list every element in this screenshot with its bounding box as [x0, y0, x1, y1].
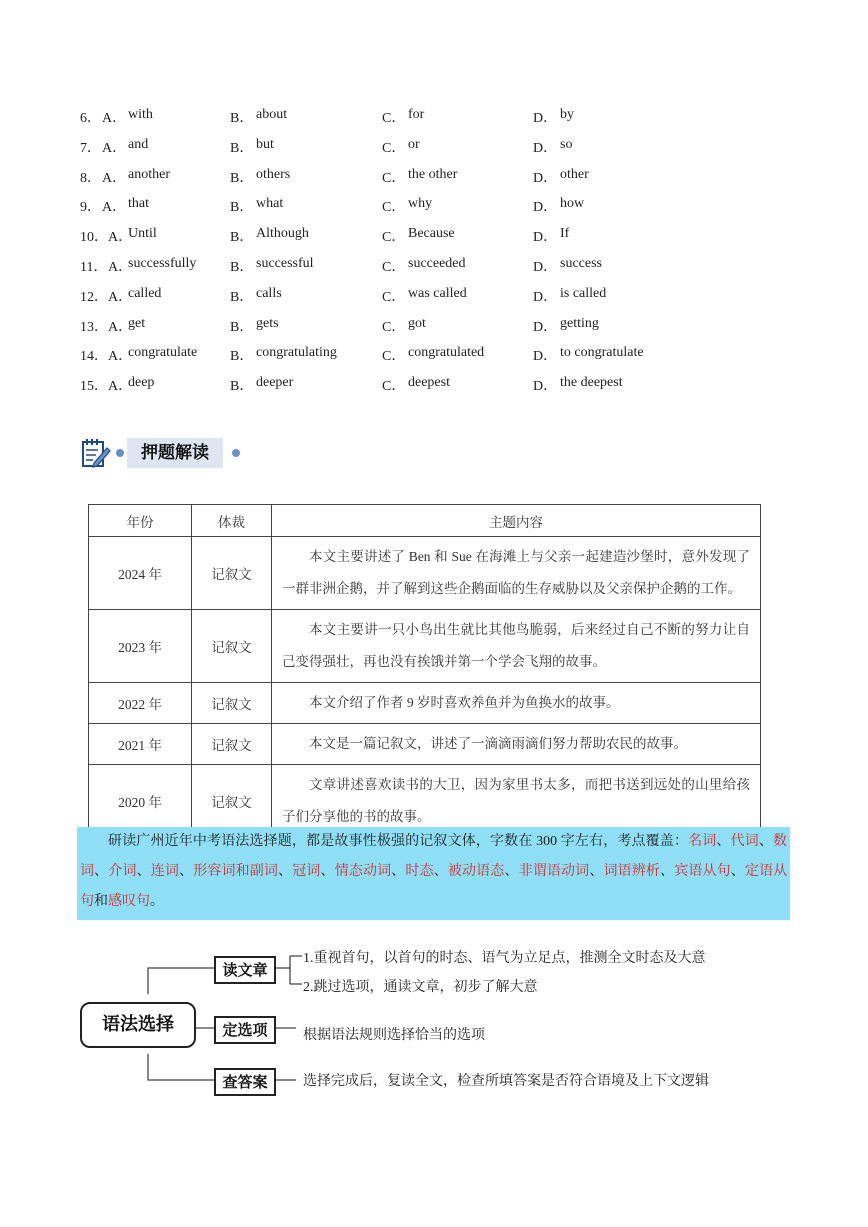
option-d-text: the deepest	[560, 375, 623, 391]
question-row	[0, 107, 868, 137]
option-b-text: successful	[256, 256, 314, 271]
question-row	[0, 137, 868, 167]
table-row	[89, 537, 761, 610]
topic-separator: 、	[320, 864, 335, 879]
option-d-text: If	[560, 226, 570, 242]
option-d-label: D．	[533, 200, 558, 216]
option-b-text: but	[256, 136, 274, 152]
option-c-text: for	[408, 107, 425, 122]
option-a-text: congratulate	[128, 345, 198, 361]
option-c-text: deepest	[408, 375, 450, 391]
mindmap-item-check: 选择完成后，复读全文，检查所填答案是否符合语境及上下文逻辑	[303, 1074, 709, 1089]
option-a-label: A．	[108, 349, 133, 365]
option-c-label: C．	[382, 289, 406, 305]
mindmap-branch-read: 读文章	[214, 956, 276, 984]
option-c-label: C．	[382, 379, 406, 395]
content-cell: 本文主要讲述了 Ben 和 Sue 在海滩上与父亲一起建造沙堡时，意外发现了一群非洲企鹅，并了解到这些企鹅面临的生存威胁以及父亲保护企鹅的工作。	[272, 537, 761, 610]
option-a-label: A．	[102, 170, 127, 186]
question-number: 8．	[80, 170, 101, 186]
option-a-text: deep	[128, 375, 155, 391]
grammar-topic: 感叹句	[108, 894, 150, 909]
option-b-text: about	[256, 107, 288, 122]
option-b-text: others	[256, 166, 291, 182]
question-row	[0, 226, 868, 256]
option-b-label: B．	[230, 200, 254, 216]
section-title: 押题解读	[127, 438, 223, 468]
option-d-label: D．	[533, 349, 558, 365]
topic-separator: 、	[730, 864, 745, 879]
option-a-label: A．	[108, 379, 133, 395]
option-a-label: A．	[108, 319, 133, 335]
summary-intro: 研读广州近年中考语法选择题，都是故事性极强的记叙文体，字数在 300 字左右，考点覆盖：	[108, 834, 689, 849]
topic-separator: 、	[758, 834, 774, 849]
option-a-text: get	[128, 315, 146, 331]
option-d-label: D．	[533, 289, 558, 305]
option-d-text: success	[560, 256, 602, 271]
topic-separator: 、	[94, 864, 109, 879]
grammar-topic: 宾语从句	[674, 864, 731, 879]
topic-separator: 、	[504, 864, 519, 879]
genre-cell: 记叙文	[192, 537, 272, 610]
option-c-label: C．	[382, 111, 406, 126]
option-c-text: why	[408, 196, 433, 212]
content-cell: 本文介绍了作者 9 岁时喜欢养鱼并为鱼换水的故事。	[272, 683, 761, 724]
option-d-text: getting	[560, 315, 599, 331]
question-number: 7．	[80, 140, 101, 156]
table-row	[89, 724, 761, 765]
option-a-label: A．	[108, 230, 133, 246]
year-cell: 2023 年	[89, 610, 192, 683]
header-year: 年份	[89, 505, 192, 537]
genre-cell: 记叙文	[192, 610, 272, 683]
grammar-topic: 连词	[150, 864, 180, 879]
option-b-text: gets	[256, 315, 279, 331]
table-header-row	[89, 505, 761, 537]
section-header	[80, 436, 280, 470]
content-cell: 本文是一篇记叙文，讲述了一滴滴雨滴们努力帮助农民的故事。	[272, 724, 761, 765]
option-c-text: congratulated	[408, 345, 485, 361]
option-d-label: D．	[533, 140, 558, 156]
topic-separator: 、	[716, 834, 731, 849]
option-c-label: C．	[382, 260, 406, 275]
option-b-text: Although	[256, 226, 309, 242]
option-b-label: B．	[230, 319, 254, 335]
question-row	[0, 345, 868, 375]
option-c-label: C．	[382, 319, 406, 335]
option-c-text: the other	[408, 166, 458, 182]
mindmap-item-choose: 根据语法规则选择恰当的选项	[303, 1028, 485, 1043]
mindmap-item-read-2: 2.跳过选项，通读文章，初步了解大意	[303, 980, 538, 995]
option-d-label: D．	[533, 319, 558, 335]
topic-separator: 、	[589, 864, 604, 879]
option-a-text: with	[128, 107, 153, 122]
year-cell: 2021 年	[89, 724, 192, 765]
mindmap-branch-check: 查答案	[214, 1068, 276, 1096]
exam-theme-table	[88, 504, 761, 838]
option-d-text: by	[560, 107, 574, 122]
mindmap-branch-choose: 定选项	[214, 1016, 276, 1044]
topic-separator: 、	[278, 864, 293, 879]
header-genre: 体裁	[192, 505, 272, 537]
option-d-label: D．	[533, 260, 558, 275]
year-cell: 2022 年	[89, 683, 192, 724]
grammar-topic: 冠词	[292, 864, 321, 879]
grammar-topic: 定语从句	[80, 864, 788, 909]
option-a-label: A．	[102, 111, 127, 126]
option-b-label: B．	[230, 230, 254, 246]
option-c-label: C．	[382, 200, 406, 216]
year-cell: 2020 年	[89, 765, 192, 838]
grammar-topic: 介词	[108, 864, 137, 879]
question-number: 6．	[80, 111, 101, 126]
summary-paragraph	[80, 827, 787, 917]
option-a-text: and	[128, 136, 149, 152]
topic-separator: 、	[136, 864, 151, 879]
option-d-text: is called	[560, 285, 607, 301]
summary-box	[77, 827, 790, 920]
question-row	[0, 167, 868, 197]
grammar-choice-mindmap	[0, 930, 868, 1100]
option-d-label: D．	[533, 230, 558, 246]
year-cell: 2024 年	[89, 537, 192, 610]
option-d-text: to congratulate	[560, 345, 644, 361]
option-a-text: Until	[128, 226, 157, 242]
option-c-text: was called	[408, 285, 467, 301]
grammar-topic: 非谓语动词	[518, 864, 590, 879]
option-c-text: succeeded	[408, 256, 466, 271]
option-b-text: what	[256, 196, 284, 212]
question-number: 15．	[80, 379, 108, 395]
content-cell: 文章讲述喜欢读书的大卫，因为家里书太多，而把书送到远处的山里给孩子们分享他的书的故事。	[272, 765, 761, 838]
table-row	[89, 683, 761, 724]
topic-separator: 、	[391, 864, 406, 879]
option-b-text: congratulating	[256, 345, 337, 361]
option-b-text: calls	[256, 285, 282, 301]
option-d-text: how	[560, 196, 585, 212]
question-number: 9．	[80, 200, 101, 216]
option-c-label: C．	[382, 230, 406, 246]
option-b-label: B．	[230, 111, 254, 126]
option-b-label: B．	[230, 379, 254, 395]
option-c-label: C．	[382, 170, 406, 186]
option-b-label: B．	[230, 260, 254, 275]
option-a-label: A．	[102, 200, 127, 216]
option-c-text: got	[408, 315, 426, 331]
topic-conjunction: 和	[94, 894, 108, 909]
option-c-label: C．	[382, 140, 406, 156]
header-content: 主题内容	[272, 505, 761, 537]
option-b-label: B．	[230, 349, 254, 365]
question-number: 14．	[80, 349, 108, 365]
bullet-dot-right	[232, 449, 240, 457]
option-b-text: deeper	[256, 375, 294, 391]
topic-separator: 、	[179, 864, 194, 879]
option-a-text: called	[128, 285, 162, 301]
genre-cell: 记叙文	[192, 765, 272, 838]
option-b-label: B．	[230, 140, 254, 156]
topic-separator: 、	[433, 864, 448, 879]
grammar-topic: 形容词和副词	[193, 864, 279, 879]
question-row	[0, 256, 868, 286]
bullet-dot-left	[116, 449, 124, 457]
option-c-label: C．	[382, 349, 406, 365]
grammar-topic: 代词	[730, 834, 759, 849]
option-a-label: A．	[102, 140, 127, 156]
option-d-label: D．	[533, 170, 558, 186]
grammar-topic: 时态	[405, 864, 434, 879]
option-a-label: A．	[108, 260, 133, 275]
question-number: 12．	[80, 289, 108, 305]
table-row	[89, 610, 761, 683]
mindmap-item-read-1: 1.重视首句，以首句的时态、语气为立足点，推测全文时态及大意	[303, 951, 706, 966]
genre-cell: 记叙文	[192, 724, 272, 765]
option-a-text: that	[128, 196, 149, 212]
option-b-label: B．	[230, 170, 254, 186]
topic-separator: 、	[660, 864, 675, 879]
summary-end: 。	[150, 894, 164, 909]
grammar-topic: 名词	[688, 834, 717, 849]
content-cell: 本文主要讲一只小鸟出生就比其他鸟脆弱，后来经过自己不断的努力让自己变得强壮，再也没有挨饿并第一个学会飞翔的故事。	[272, 610, 761, 683]
option-d-label: D．	[533, 111, 558, 126]
genre-cell: 记叙文	[192, 683, 272, 724]
grammar-topic: 词语辨析	[603, 864, 661, 879]
grammar-topic: 情态动词	[334, 864, 392, 879]
option-a-text: successfully	[128, 256, 197, 271]
option-d-text: so	[560, 136, 573, 152]
mindmap-root: 语法选择	[80, 1002, 196, 1048]
option-a-text: another	[128, 166, 170, 182]
question-row	[0, 286, 868, 316]
option-d-label: D．	[533, 379, 558, 395]
question-row	[0, 375, 868, 405]
question-number: 11．	[80, 260, 108, 275]
notebook-pencil-icon	[80, 436, 112, 470]
option-b-label: B．	[230, 289, 254, 305]
question-row	[0, 196, 868, 226]
option-a-label: A．	[108, 289, 133, 305]
question-number: 10．	[80, 230, 108, 246]
grammar-topic: 数词	[80, 834, 788, 879]
option-c-text: or	[408, 136, 420, 152]
option-c-text: Because	[408, 226, 455, 242]
question-row	[0, 316, 868, 346]
option-d-text: other	[560, 166, 589, 182]
question-number: 13．	[80, 319, 108, 335]
grammar-topic: 被动语态	[447, 864, 505, 879]
